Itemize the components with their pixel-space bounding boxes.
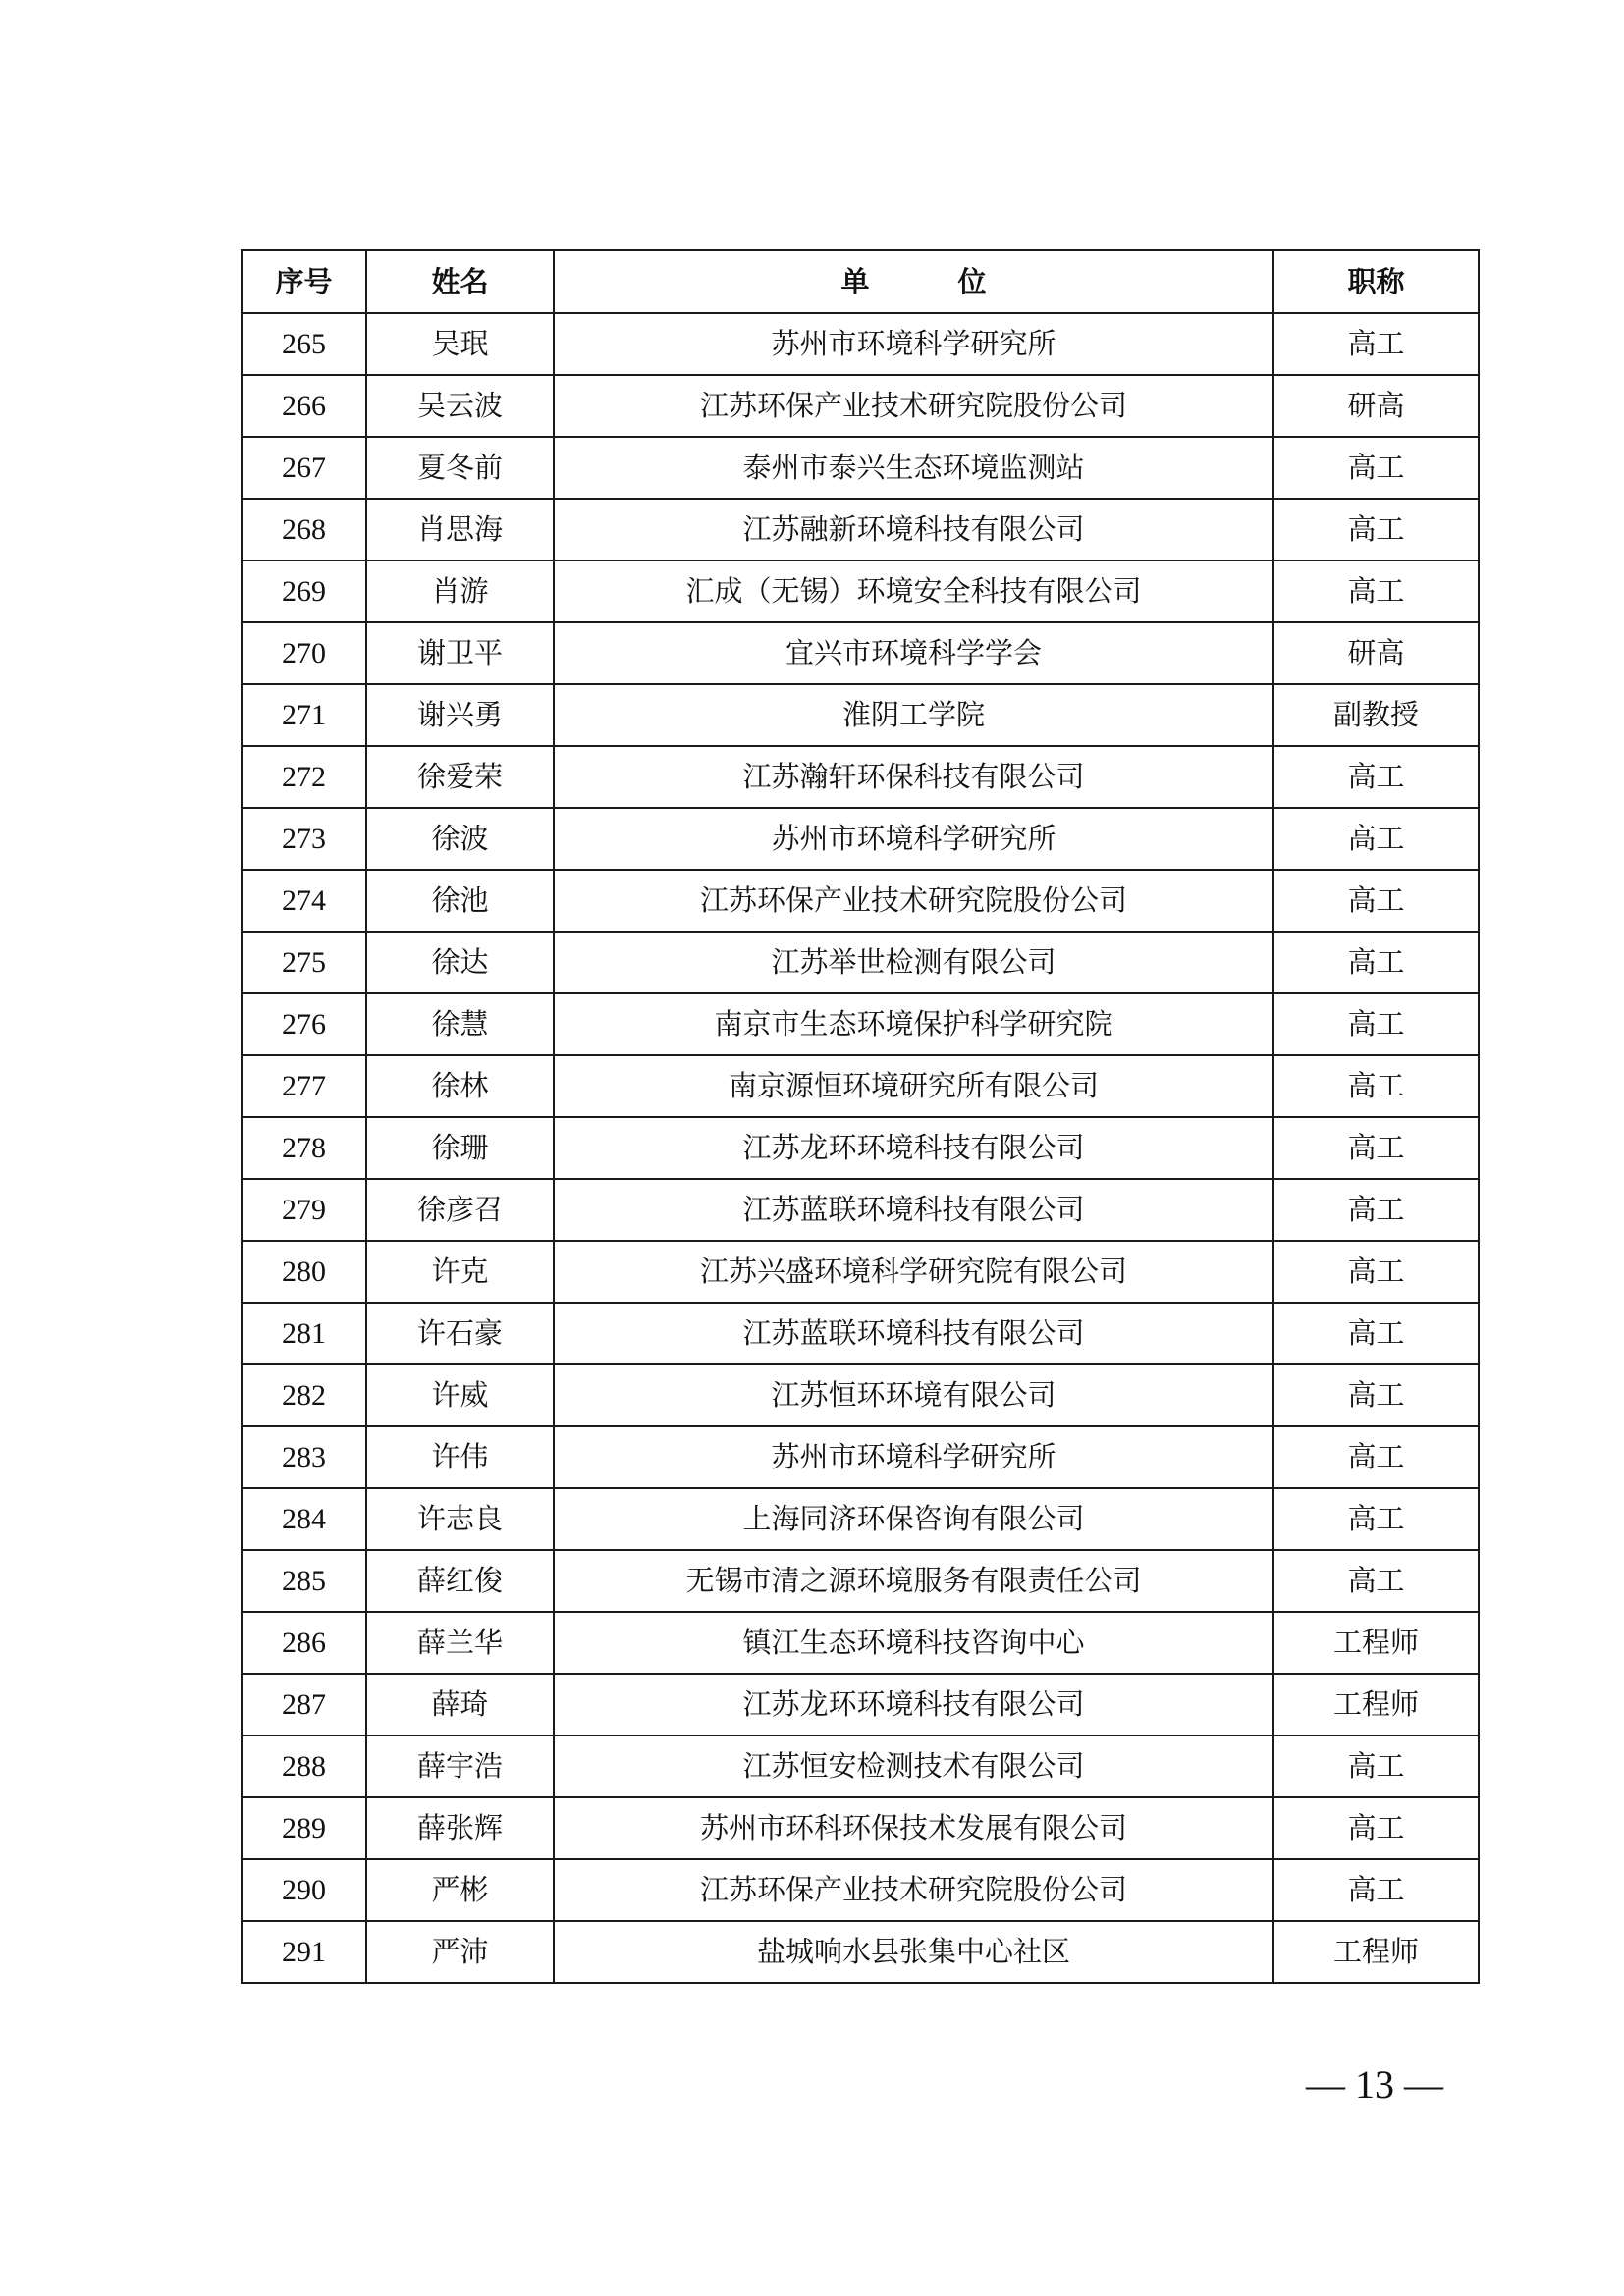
cell-unit: 江苏融新环境科技有限公司	[554, 499, 1273, 561]
cell-title: 高工	[1273, 1364, 1479, 1426]
cell-unit: 苏州市环科环保技术发展有限公司	[554, 1797, 1273, 1859]
cell-name: 徐林	[366, 1055, 554, 1117]
personnel-table	[241, 249, 1480, 1984]
table-row	[242, 1674, 1479, 1735]
page-number: — 13 —	[1306, 2062, 1443, 2107]
cell-title: 高工	[1273, 499, 1479, 561]
cell-title: 高工	[1273, 932, 1479, 993]
header-row	[242, 250, 1479, 313]
cell-unit: 江苏环保产业技术研究院股份公司	[554, 375, 1273, 437]
cell-title: 高工	[1273, 1303, 1479, 1364]
cell-seq: 281	[242, 1303, 366, 1364]
cell-name: 薛宇浩	[366, 1735, 554, 1797]
table-body	[242, 313, 1479, 1983]
header-seq: 序号	[242, 250, 366, 313]
cell-seq: 273	[242, 808, 366, 870]
table-row	[242, 870, 1479, 932]
cell-title: 高工	[1273, 1550, 1479, 1612]
cell-unit: 苏州市环境科学研究所	[554, 1426, 1273, 1488]
table-row	[242, 1488, 1479, 1550]
cell-title: 高工	[1273, 1488, 1479, 1550]
table-row	[242, 1550, 1479, 1612]
cell-seq: 276	[242, 993, 366, 1055]
cell-title: 高工	[1273, 1179, 1479, 1241]
cell-name: 夏冬前	[366, 437, 554, 499]
cell-title: 工程师	[1273, 1674, 1479, 1735]
cell-unit: 江苏兴盛环境科学研究院有限公司	[554, 1241, 1273, 1303]
cell-name: 薛张辉	[366, 1797, 554, 1859]
table-row	[242, 375, 1479, 437]
table-row	[242, 1055, 1479, 1117]
cell-title: 研高	[1273, 622, 1479, 684]
cell-name: 许威	[366, 1364, 554, 1426]
table-row	[242, 746, 1479, 808]
table-row	[242, 1797, 1479, 1859]
cell-seq: 268	[242, 499, 366, 561]
cell-name: 许石豪	[366, 1303, 554, 1364]
cell-title: 高工	[1273, 993, 1479, 1055]
cell-seq: 288	[242, 1735, 366, 1797]
cell-seq: 272	[242, 746, 366, 808]
table-row	[242, 1612, 1479, 1674]
cell-seq: 265	[242, 313, 366, 375]
cell-name: 肖游	[366, 561, 554, 622]
cell-title: 高工	[1273, 1859, 1479, 1921]
cell-name: 徐池	[366, 870, 554, 932]
cell-unit: 江苏蓝联环境科技有限公司	[554, 1303, 1273, 1364]
table-row	[242, 1117, 1479, 1179]
cell-seq: 290	[242, 1859, 366, 1921]
table-row	[242, 932, 1479, 993]
cell-unit: 江苏瀚轩环保科技有限公司	[554, 746, 1273, 808]
table-row	[242, 1735, 1479, 1797]
cell-seq: 280	[242, 1241, 366, 1303]
cell-title: 副教授	[1273, 684, 1479, 746]
cell-name: 吴云波	[366, 375, 554, 437]
cell-unit: 镇江生态环境科技咨询中心	[554, 1612, 1273, 1674]
cell-name: 徐达	[366, 932, 554, 993]
cell-seq: 278	[242, 1117, 366, 1179]
cell-seq: 287	[242, 1674, 366, 1735]
cell-title: 高工	[1273, 746, 1479, 808]
cell-seq: 267	[242, 437, 366, 499]
cell-title: 高工	[1273, 437, 1479, 499]
header-unit	[554, 250, 1273, 313]
cell-unit: 汇成（无锡）环境安全科技有限公司	[554, 561, 1273, 622]
cell-unit: 淮阴工学院	[554, 684, 1273, 746]
cell-name: 谢卫平	[366, 622, 554, 684]
cell-title: 高工	[1273, 1241, 1479, 1303]
cell-seq: 274	[242, 870, 366, 932]
cell-name: 薛兰华	[366, 1612, 554, 1674]
cell-title: 高工	[1273, 1117, 1479, 1179]
cell-unit: 江苏龙环环境科技有限公司	[554, 1117, 1273, 1179]
cell-seq: 283	[242, 1426, 366, 1488]
table-row	[242, 1859, 1479, 1921]
table-row	[242, 1426, 1479, 1488]
cell-title: 高工	[1273, 1426, 1479, 1488]
cell-title: 高工	[1273, 561, 1479, 622]
cell-unit: 无锡市清之源环境服务有限责任公司	[554, 1550, 1273, 1612]
cell-unit: 泰州市泰兴生态环境监测站	[554, 437, 1273, 499]
cell-seq: 269	[242, 561, 366, 622]
cell-unit: 南京源恒环境研究所有限公司	[554, 1055, 1273, 1117]
cell-seq: 284	[242, 1488, 366, 1550]
cell-seq: 291	[242, 1921, 366, 1983]
cell-title: 工程师	[1273, 1921, 1479, 1983]
header-title: 职称	[1273, 250, 1479, 313]
cell-title: 高工	[1273, 313, 1479, 375]
cell-name: 许克	[366, 1241, 554, 1303]
cell-name: 薛琦	[366, 1674, 554, 1735]
header-unit-second: 位	[957, 264, 987, 298]
cell-unit: 苏州市环境科学研究所	[554, 313, 1273, 375]
table-row	[242, 808, 1479, 870]
cell-title: 高工	[1273, 1797, 1479, 1859]
cell-title: 高工	[1273, 1735, 1479, 1797]
cell-unit: 江苏恒环环境有限公司	[554, 1364, 1273, 1426]
cell-name: 徐波	[366, 808, 554, 870]
cell-seq: 271	[242, 684, 366, 746]
cell-unit: 江苏环保产业技术研究院股份公司	[554, 1859, 1273, 1921]
cell-name: 许志良	[366, 1488, 554, 1550]
table-row	[242, 622, 1479, 684]
table-row	[242, 499, 1479, 561]
cell-seq: 285	[242, 1550, 366, 1612]
cell-unit: 江苏蓝联环境科技有限公司	[554, 1179, 1273, 1241]
cell-name: 谢兴勇	[366, 684, 554, 746]
cell-unit: 上海同济环保咨询有限公司	[554, 1488, 1273, 1550]
header-name: 姓名	[366, 250, 554, 313]
cell-name: 薛红俊	[366, 1550, 554, 1612]
cell-seq: 270	[242, 622, 366, 684]
cell-seq: 275	[242, 932, 366, 993]
cell-name: 徐彦召	[366, 1179, 554, 1241]
cell-unit: 苏州市环境科学研究所	[554, 808, 1273, 870]
table-row	[242, 993, 1479, 1055]
cell-seq: 279	[242, 1179, 366, 1241]
cell-name: 徐珊	[366, 1117, 554, 1179]
cell-unit: 宜兴市环境科学学会	[554, 622, 1273, 684]
cell-unit: 江苏举世检测有限公司	[554, 932, 1273, 993]
cell-unit: 江苏恒安检测技术有限公司	[554, 1735, 1273, 1797]
cell-name: 严沛	[366, 1921, 554, 1983]
table-row	[242, 313, 1479, 375]
cell-seq: 286	[242, 1612, 366, 1674]
table-row	[242, 1364, 1479, 1426]
cell-name: 肖思海	[366, 499, 554, 561]
table-row	[242, 1921, 1479, 1983]
table-row	[242, 437, 1479, 499]
cell-unit: 盐城响水县张集中心社区	[554, 1921, 1273, 1983]
table-row	[242, 1179, 1479, 1241]
cell-title: 研高	[1273, 375, 1479, 437]
cell-title: 高工	[1273, 870, 1479, 932]
table-row	[242, 684, 1479, 746]
cell-unit: 南京市生态环境保护科学研究院	[554, 993, 1273, 1055]
table-row	[242, 1303, 1479, 1364]
table-row	[242, 561, 1479, 622]
cell-seq: 282	[242, 1364, 366, 1426]
header-unit-first: 单	[840, 264, 870, 298]
cell-name: 严彬	[366, 1859, 554, 1921]
cell-title: 高工	[1273, 808, 1479, 870]
cell-name: 徐爱荣	[366, 746, 554, 808]
cell-seq: 277	[242, 1055, 366, 1117]
cell-title: 工程师	[1273, 1612, 1479, 1674]
cell-name: 许伟	[366, 1426, 554, 1488]
cell-unit: 江苏龙环环境科技有限公司	[554, 1674, 1273, 1735]
cell-title: 高工	[1273, 1055, 1479, 1117]
cell-seq: 266	[242, 375, 366, 437]
cell-name: 徐慧	[366, 993, 554, 1055]
cell-name: 吴珉	[366, 313, 554, 375]
cell-unit: 江苏环保产业技术研究院股份公司	[554, 870, 1273, 932]
table-row	[242, 1241, 1479, 1303]
cell-seq: 289	[242, 1797, 366, 1859]
table-header	[242, 250, 1479, 313]
